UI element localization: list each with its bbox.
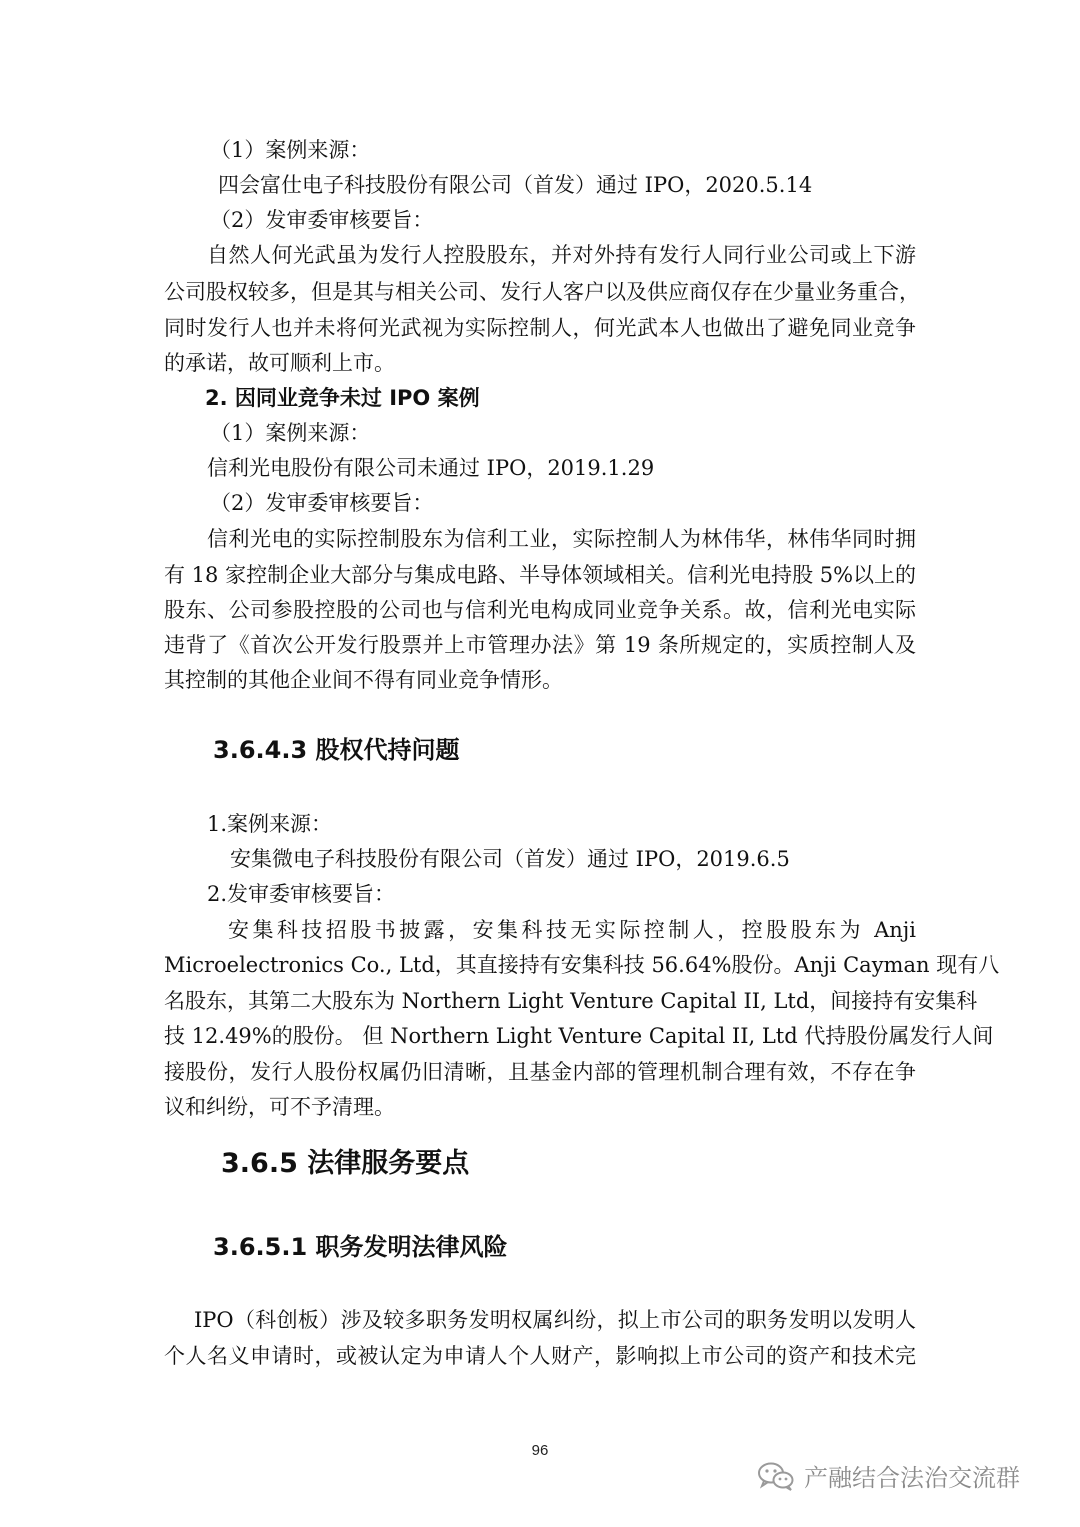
paragraph-line: 的承诺，故可顺利上市。 <box>164 351 395 375</box>
watermark-text: 产融结合法治交流群 <box>804 1464 1020 1492</box>
paragraph-line: 个人名义申请时，或被认定为申请人个人财产，影响拟上市公司的资产和技术完 <box>164 1344 916 1368</box>
paragraph-line: 其控制的其他企业间不得有同业竞争情形。 <box>164 668 563 692</box>
case-source-text-3: 安集微电子科技股份有限公司（首发）通过 IPO，2019.6.5 <box>230 847 790 871</box>
page-number: 96 <box>531 1442 549 1459</box>
subsection-heading: 2. 因同业竞争未过 IPO 案例 <box>205 386 480 410</box>
section-heading-3-6-5-1: 3.6.5.1 职务发明法律风险 <box>213 1233 508 1261</box>
paragraph-line: 安集科技招股书披露，安集科技无实际控制人，控股股东为 Anji <box>228 918 916 942</box>
case-source-label-1: （1）案例来源： <box>210 138 371 162</box>
watermark <box>756 1458 1020 1493</box>
paragraph-line: 名股东，其第二大股东为 Northern Light Venture Capital II, Ltd，间接持有安集科 <box>164 989 978 1013</box>
paragraph-line: 自然人何光武虽为发行人控股股东，并对外持有发行人同行业公司或上下游 <box>207 243 916 267</box>
section-heading-3-6-4-3: 3.6.4.3 股权代持问题 <box>213 736 460 764</box>
wechat-icon <box>756 1460 796 1492</box>
paragraph-line: 公司股权较多，但是其与相关公司、发行人客户以及供应商仅存在少量业务重合， <box>164 280 920 304</box>
paragraph-line: 信利光电的实际控制股东为信利工业，实际控制人为林伟华，林伟华同时拥 <box>207 527 916 551</box>
case-source-text-1: 四会富仕电子科技股份有限公司（首发）通过 IPO，2020.5.14 <box>218 173 813 197</box>
paragraph-line: 有 18 家控制企业大部分与集成电路、半导体领域相关。信利光电持股 5%以上的 <box>164 563 917 587</box>
paragraph-line: 议和纠纷，可不予清理。 <box>164 1095 395 1119</box>
review-label-1: （2）发审委审核要旨： <box>210 208 434 232</box>
case-source-text-2: 信利光电股份有限公司未通过 IPO，2019.1.29 <box>207 456 655 480</box>
paragraph-line: 违背了《首次公开发行股票并上市管理办法》第 19 条所规定的，实质控制人及 <box>164 633 916 657</box>
paragraph-line: IPO（科创板）涉及较多职务发明权属纠纷，拟上市公司的职务发明以发明人 <box>194 1308 916 1332</box>
paragraph-line: 同时发行人也并未将何光武视为实际控制人，何光武本人也做出了避免同业竞争 <box>164 316 916 340</box>
case-source-label-3: 1.案例来源： <box>207 812 333 836</box>
section-heading-3-6-5: 3.6.5 法律服务要点 <box>221 1148 470 1179</box>
case-source-label-2: （1）案例来源： <box>210 421 371 445</box>
paragraph-line: 技 12.49%的股份。 但 Northern Light Venture Capital II, Ltd 代持股份属发行人间 <box>164 1024 994 1048</box>
paragraph-line: 股东、公司参股控股的公司也与信利光电构成同业竞争关系。故，信利光电实际 <box>164 598 916 622</box>
paragraph-line: 接股份，发行人股份权属仍旧清晰，且基金内部的管理机制合理有效，不存在争 <box>164 1060 916 1084</box>
review-label-2: （2）发审委审核要旨： <box>210 491 434 515</box>
paragraph-line: Microelectronics Co., Ltd，其直接持有安集科技 56.64%股份。Anji Cayman 现有八 <box>164 953 1000 977</box>
review-label-3: 2.发审委审核要旨： <box>207 882 396 906</box>
